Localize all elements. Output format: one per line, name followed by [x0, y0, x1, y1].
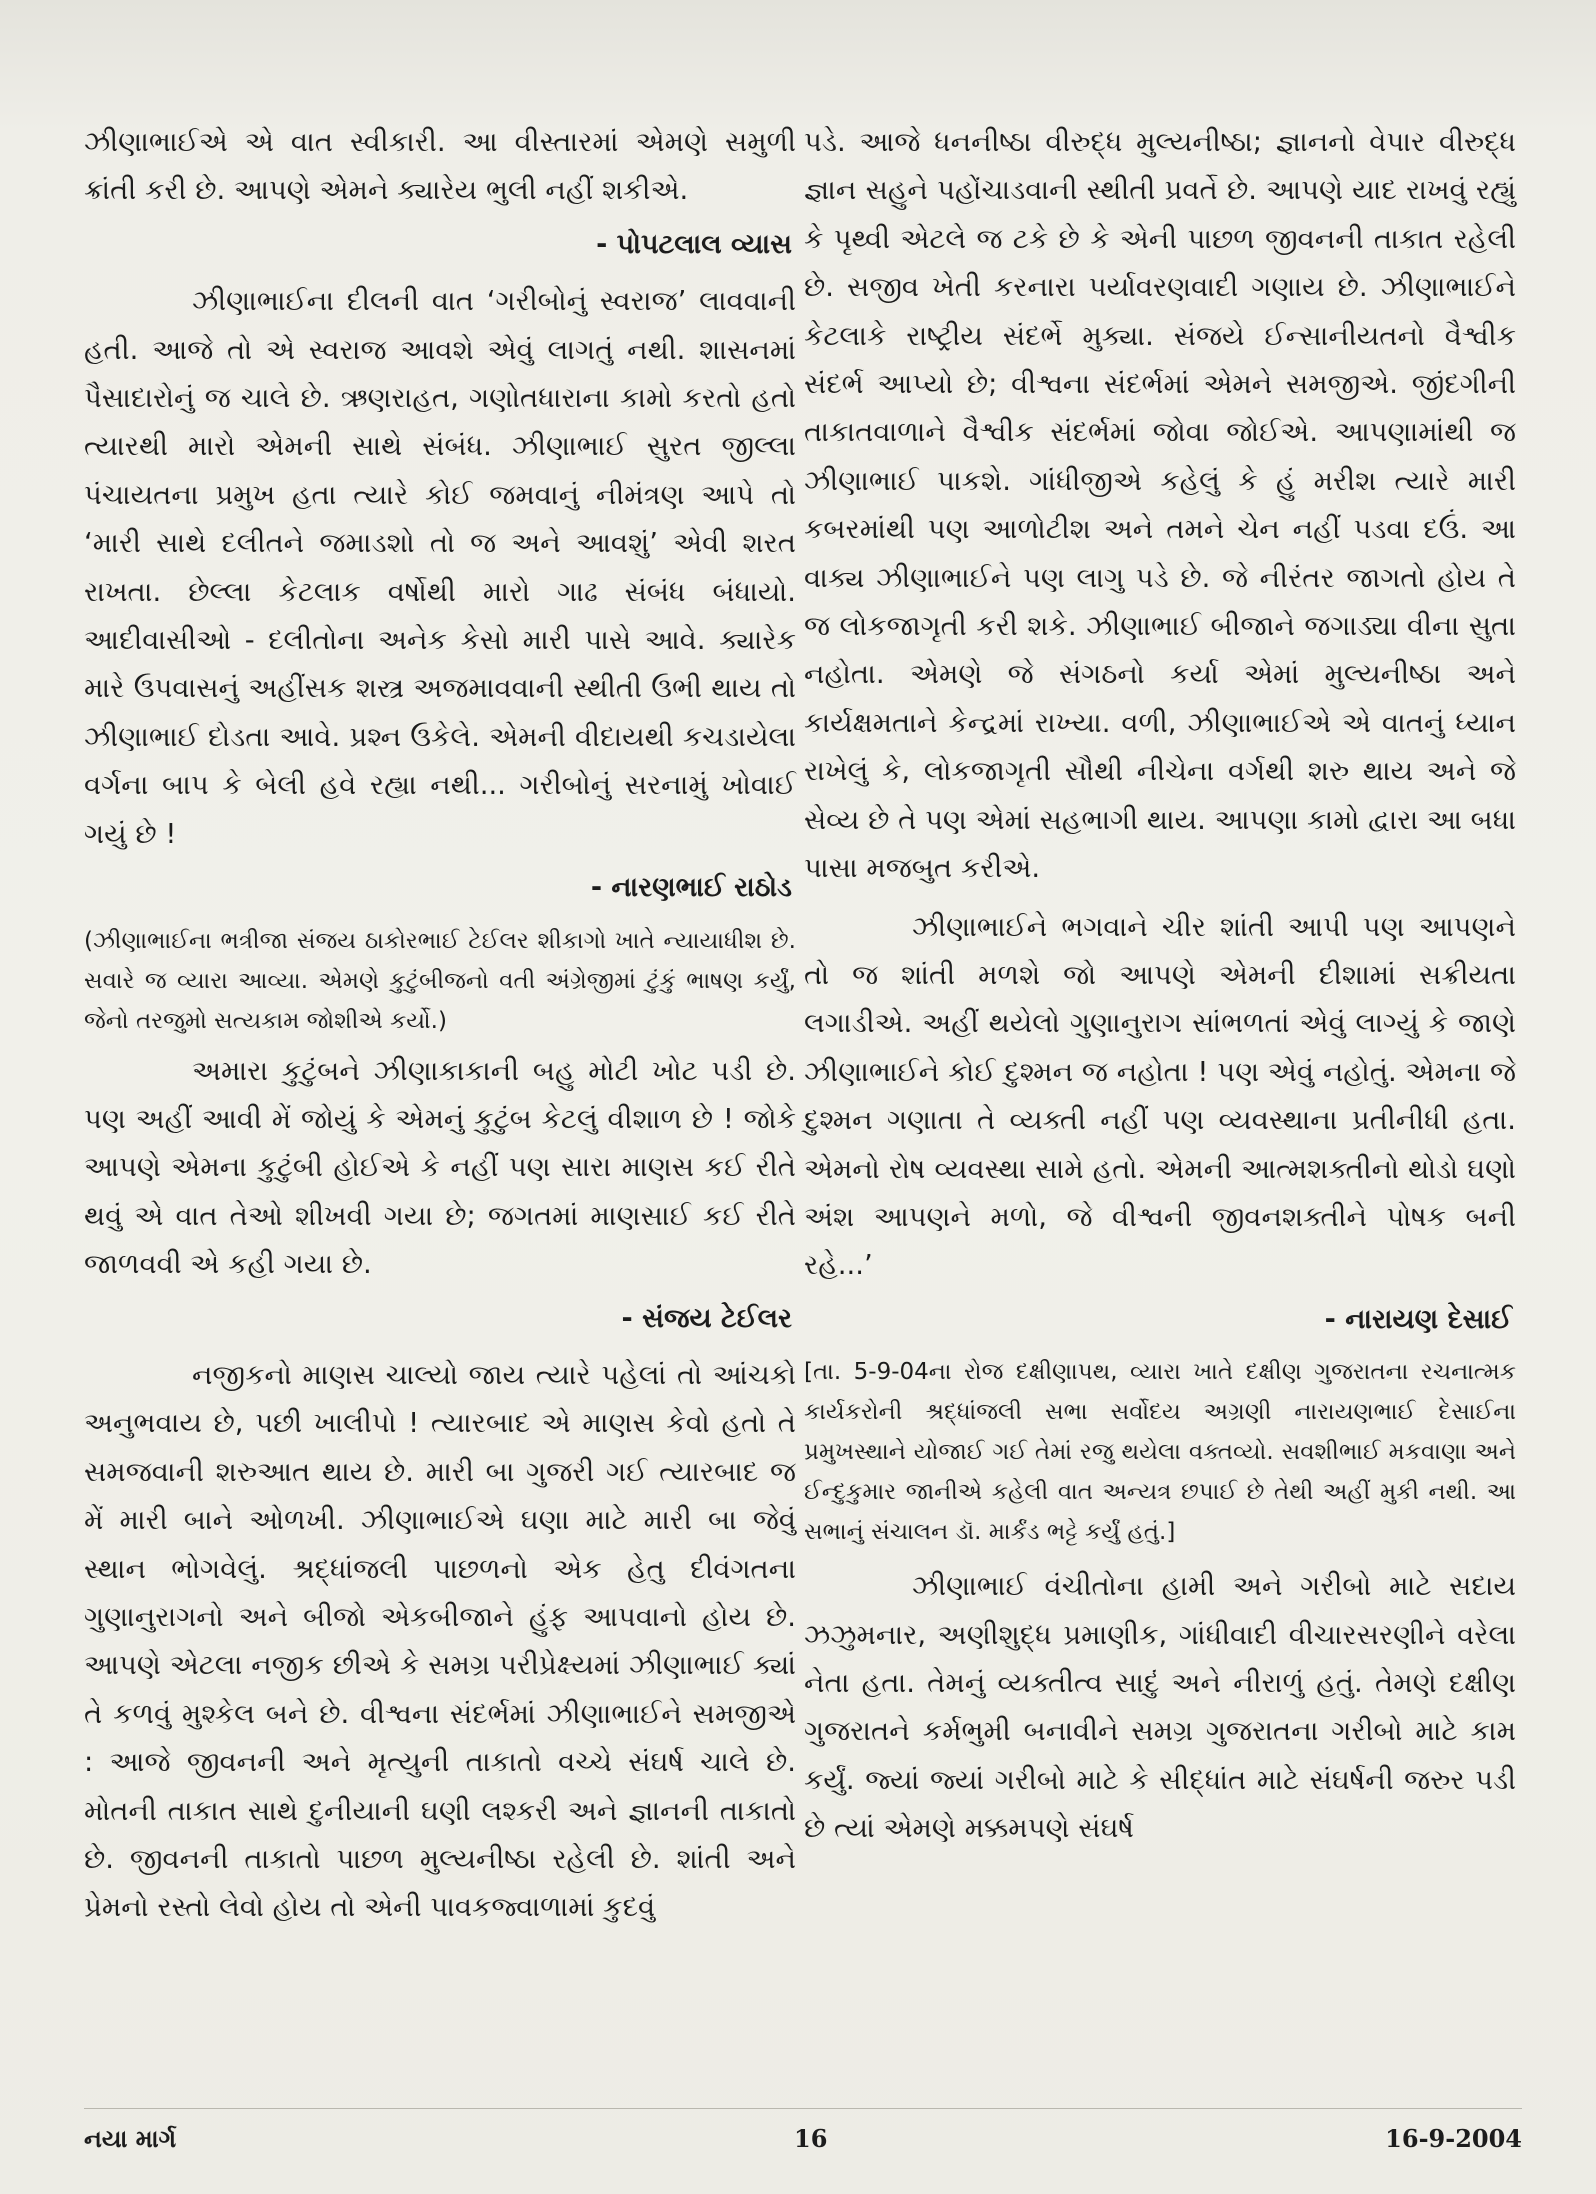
- author-signature: - નારાયણ દેસાઈ: [1324, 1303, 1512, 1335]
- paragraph: નજીકનો માણસ ચાલ્યો જાય ત્યારે પહેલાં તો આંચકો અનુભવાય છે, પછી ખાલીપો ! ત્યારબાદ એ માણસ કેવો હતો તે સમજવાની શરુઆત થાય છે. મારી બા ગુજરી ગઈ ત્યારબાદ જ મેં મારી બાને ઓળખી. ઝીણાભાઈએ ઘણા માટે મારી બા જેવું સ્થાન ભોગવેલું. શ્રદ્ધાંજલી પાછળનો એક હેતુ દીવંગતના ગુણાનુરાગનો અને બીજો એકબીજાને હુંફ આપવાનો હોય છે. આપણે એટલા નજીક છીએ કે સમગ્ર પરીપ્રેક્ષ્યમાં ઝીણાભાઈ ક્યાં તે કળવું મુશ્કેલ બને છે. વીશ્વના સંદર્ભમાં ઝીણાભાઈને સમજીએ : આજે જીવનની અને મૃત્યુની તાકાતો વચ્ચે સંઘર્ષ ચાલે છે. મોતની તાકાત સાથે દુનીયાની ઘણી લશ્કરી અને જ્ઞાનની તાકાતો છે. જીવનની તાકાતો પાછળ મુલ્યનીષ્ઠા રહેલી છે. શાંતી અને પ્રેમનો રસ્તો લેવો હોય તો એની પાવકજ્વાળામાં કુદવું: [84, 1358, 796, 1924]
- author-signature: - નારણભાઈ રાઠોડ: [590, 872, 792, 904]
- editor-note: [તા. 5-9-04ના રોજ દક્ષીણાપથ, વ્યારા ખાતે દક્ષીણ ગુજરાતના રચનાત્મક કાર્યકરોની શ્રદ્ધાંજલી સભા સર્વોદય અગ્રણી નારાયણભાઈ દેસાઈના પ્રમુખસ્થાને યોજાઈ ગઈ તેમાં રજુ થયેલા વક્તવ્યો. સવશીભાઈ મકવાણા અને ઈન્દુકુમાર જાનીએ કહેલી વાત અન્યત્ર છપાઈ છે તેથી અહીં મુકી નથી. આ સભાનું સંચાલન ડૉ. માર્કંડ ભટ્ટે કર્યું હતું.]: [804, 1359, 1516, 1546]
- editor-note: (ઝીણાભાઈના ભત્રીજા સંજય ઠાકોરભાઈ ટેઈલર શીકાગો ખાતે ન્યાયાધીશ છે. સવારે જ વ્યારા આવ્યા. એમણે કુટુંબીજનો વતી અંગ્રેજીમાં ટુંકું ભાષણ કર્યું, જેનો તરજુમો સત્યકામ જોશીએ કર્યો.): [84, 927, 796, 1034]
- issue-date: 16-9-2004: [1385, 2124, 1522, 2153]
- author-signature: - સંજય ટેઈલર: [621, 1302, 792, 1334]
- footer-divider: [84, 2108, 1522, 2109]
- paragraph: અમારા કુટુંબને ઝીણાકાકાની બહુ મોટી ખોટ પડી છે. પણ અહીં આવી મેં જોયું કે એમનું કુટુંબ કેટલું વીશાળ છે ! જોકે આપણે એમના કુટુંબી હોઈએ કે નહીં પણ સારા માણસ કઈ રીતે થવું એ વાત તેઓ શીખવી ગયા છે; જગતમાં માણસાઈ કઈ રીતે જાળવવી એ કહી ગયા છે.: [84, 1054, 796, 1281]
- paragraph: ઝીણાભાઈએ એ વાત સ્વીકારી. આ વીસ્તારમાં એમણે સમુળી ક્રાંતી કરી છે. આપણે એમને ક્યારેય ભુલી નહીં શકીએ.: [84, 126, 796, 207]
- left-column: [84, 118, 796, 1932]
- paragraph: ઝીણાભાઈ વંચીતોના હામી અને ગરીબો માટે સદાય ઝઝુમનાર, અણીશુદ્ધ પ્રમાણીક, ગાંધીવાદી વીચારસરણીને વરેલા નેતા હતા. તેમનું વ્યક્તીત્વ સાદું અને નીરાળું હતું. તેમણે દક્ષીણ ગુજરાતને કર્મભુમી બનાવીને સમગ્ર ગુજરાતના ગરીબો માટે કામ કર્યું. જ્યાં જ્યાં ગરીબો માટે કે સીદ્ધાંત માટે સંઘર્ષની જરુર પડી છે ત્યાં એમણે મક્કમપણે સંઘર્ષ: [804, 1570, 1516, 1845]
- paragraph: ઝીણાભાઈને ભગવાને ચીર શાંતી આપી પણ આપણને તો જ શાંતી મળશે જો આપણે એમની દીશામાં સક્રીયતા લગાડીએ. અહીં થયેલો ગુણાનુરાગ સાંભળતાં એવું લાગ્યું કે જાણે ઝીણાભાઈને કોઈ દુશ્મન જ નહોતા ! પણ એવું નહોતું. એમના જે દુશ્મન ગણાતા તે વ્યક્તી નહીં પણ વ્યવસ્થાના પ્રતીનીધી હતા. એમનો રોષ વ્યવસ્થા સામે હતો. એમની આત્મશક્તીનો થોડો ઘણો અંશ આપણને મળો, જે વીશ્વની જીવનશક્તીને પોષક બની રહે...’: [804, 910, 1516, 1282]
- page-number: 16: [794, 2124, 828, 2153]
- paragraph: પડે. આજે ધનનીષ્ઠા વીરુદ્ધ મુલ્યનીષ્ઠા; જ્ઞાનનો વેપાર વીરુદ્ધ જ્ઞાન સહુને પહોંચાડવાની સ્થીતી પ્રવર્તે છે. આપણે યાદ રાખવું રહ્યું કે પૃથ્વી એટલે જ ટકે છે કે એની પાછળ જીવનની તાકાત રહેલી છે. સજીવ ખેતી કરનારા પર્યાવરણવાદી ગણાય છે. ઝીણાભાઈને કેટલાકે રાષ્ટ્રીય સંદર્ભે મુક્યા. સંજયે ઈન્સાનીયતનો વૈશ્વીક સંદર્ભ આપ્યો છે; વીશ્વના સંદર્ભમાં એમને સમજીએ. જીંદગીની તાકાતવાળાને વૈશ્વીક સંદર્ભમાં જોવા જોઈએ. આપણામાંથી જ ઝીણાભાઈ પાકશે. ગાંધીજીએ કહેલું કે હું મરીશ ત્યારે મારી કબરમાંથી પણ આળોટીશ અને તમને ચેન નહીં પડવા દઉં. આ વાક્ય ઝીણાભાઈને પણ લાગુ પડે છે. જે નીરંતર જાગતો હોય તે જ લોકજાગૃતી કરી શકે. ઝીણાભાઈ બીજાને જગાડ્યા વીના સુતા નહોતા. એમણે જે સંગઠનો કર્યા એમાં મુલ્યનીષ્ઠા અને કાર્યક્ષમતાને કેન્દ્રમાં રાખ્યા. વળી, ઝીણાભાઈએ એ વાતનું ધ્યાન રાખેલું કે, લોકજાગૃતી સૌથી નીચેના વર્ગથી શરુ થાય અને જે સેવ્ય છે તે પણ એમાં સહભાગી થાય. આપણા કામો દ્વારા આ બધા પાસા મજબુત કરીએ.: [804, 126, 1516, 885]
- author-signature: - પોપટલાલ વ્યાસ: [596, 228, 792, 260]
- right-column: [804, 118, 1516, 1853]
- paragraph: ઝીણાભાઈના દીલની વાત ‘ગરીબોનું સ્વરાજ’ લાવવાની હતી. આજે તો એ સ્વરાજ આવશે એવું લાગતું નથી. શાસનમાં પૈસાદારોનું જ ચાલે છે. ઋણરાહત, ગણોતધારાના કામો કરતો હતો ત્યારથી મારો એમની સાથે સંબંધ. ઝીણાભાઈ સુરત જીલ્લા પંચાયતના પ્રમુખ હતા ત્યારે કોઈ જમવાનું નીમંત્રણ આપે તો ‘મારી સાથે દલીતને જમાડશો તો જ અને આવશું’ એવી શરત રાખતા. છેલ્લા કેટલાક વર્ષોથી મારો ગાઢ સંબંધ બંધાયો. આદીવાસીઓ - દલીતોના અનેક કેસો મારી પાસે આવે. ક્યારેક મારે ઉપવાસનું અહીંસક શસ્ત્ર અજમાવવાની સ્થીતી ઉભી થાય તો ઝીણાભાઈ દોડતા આવે. પ્રશ્ન ઉકેલે. એમની વીદાયથી કચડાયેલા વર્ગના બાપ કે બેલી હવે રહ્યા નથી... ગરીબોનું સરનામું ખોવાઈ ગયું છે !: [84, 285, 796, 850]
- publication-name: નયા માર્ગ: [84, 2124, 177, 2153]
